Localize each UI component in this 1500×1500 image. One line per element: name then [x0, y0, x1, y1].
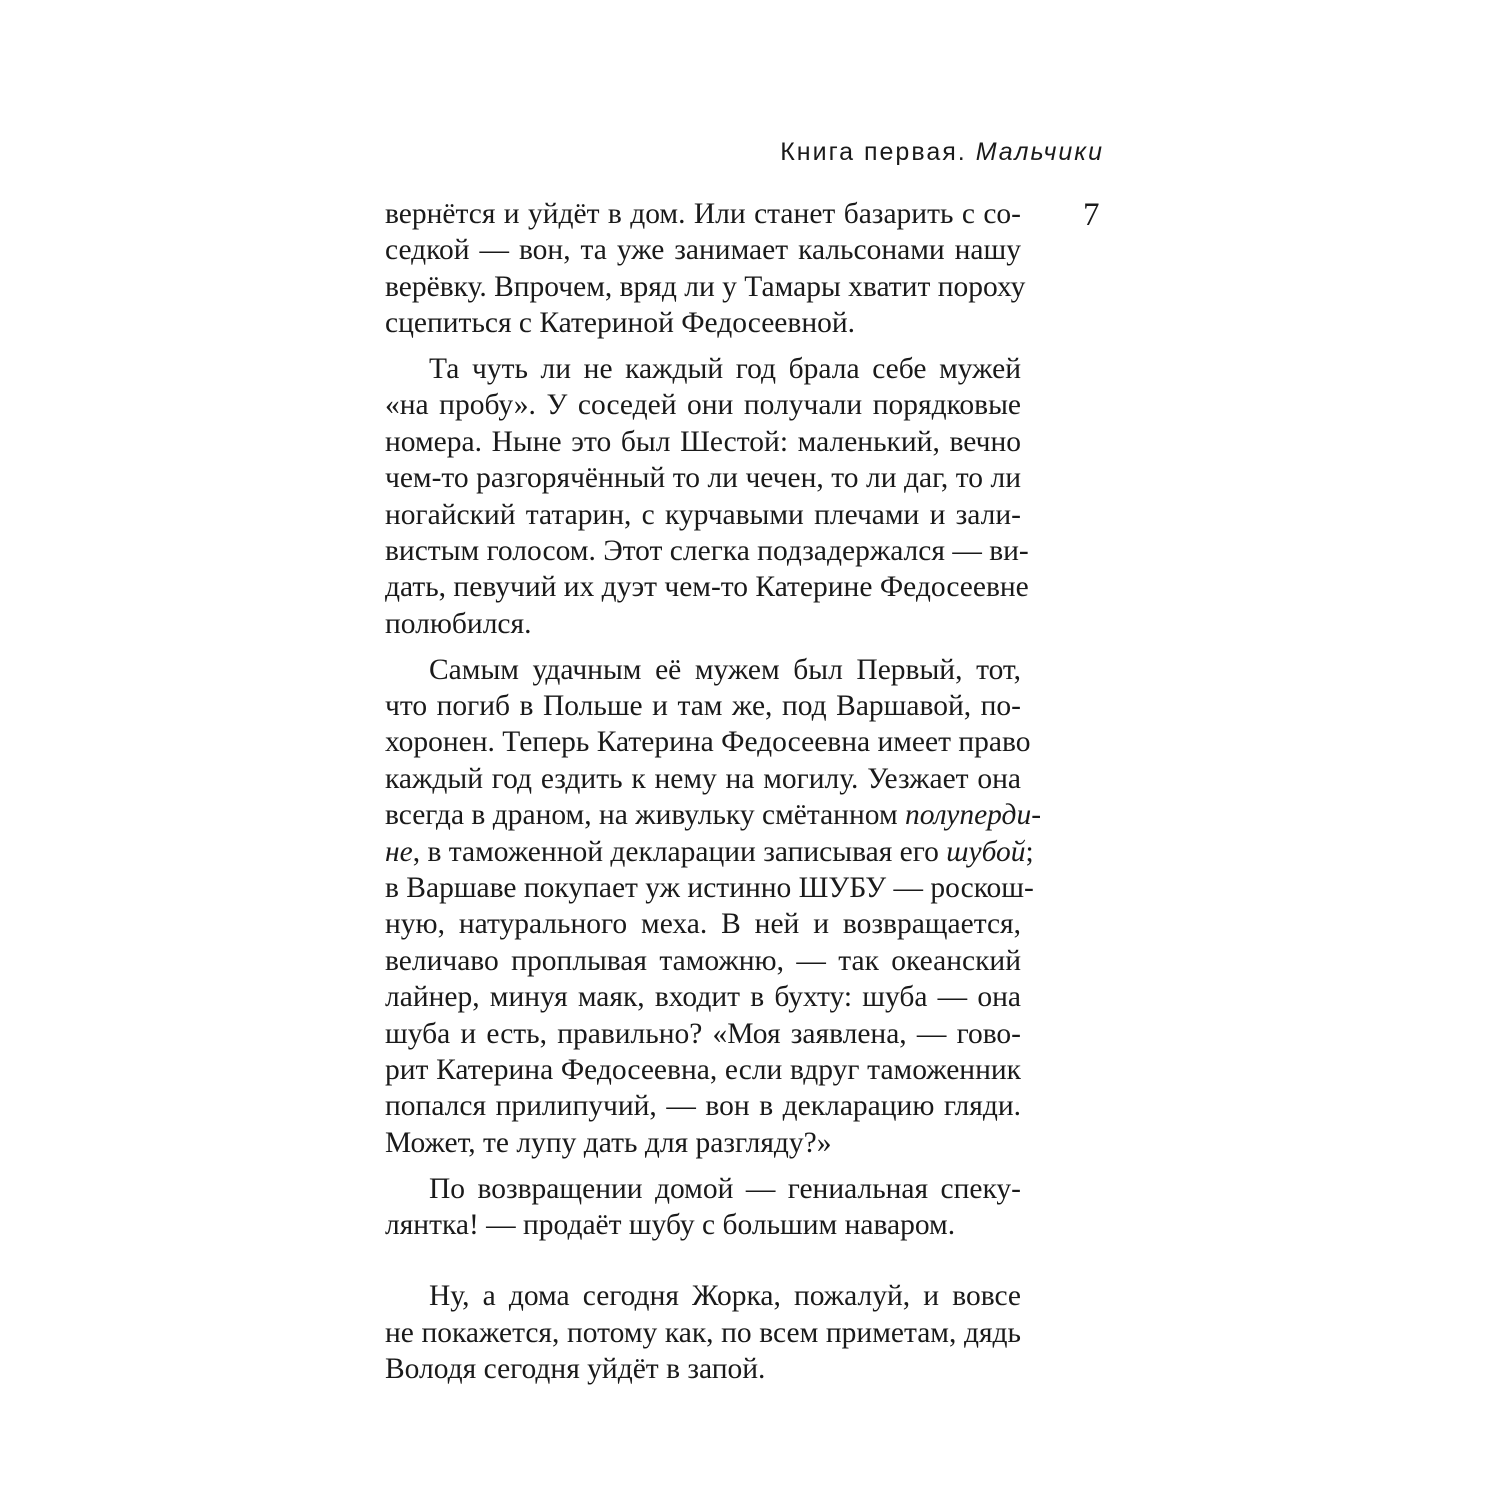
text-line: Володя сегодня уйдёт в запой.: [385, 1353, 766, 1386]
paragraph-1: [385, 196, 1026, 342]
italic-word: шубой: [946, 835, 1026, 868]
paragraph-4: [385, 1171, 1021, 1244]
text-line: чем-то разгорячённый то ли чечен, то ли даг, то ли: [385, 462, 1021, 495]
text-run: всегда в драном, на живульку смётанном: [385, 799, 905, 832]
text-line: полюбился.: [385, 607, 532, 640]
text-line: Самым удачным её мужем был Первый, тот,: [429, 653, 1021, 686]
text-line: вернётся и уйдёт в дом. Или станет базарить с со-: [385, 198, 1021, 230]
page-number: 7: [1083, 197, 1100, 233]
text-line: попался прилипучий, — вон в декларацию гляди.: [385, 1090, 1021, 1123]
text-line: хоронен. Теперь Катерина Федосеевна имеет право: [385, 726, 1031, 759]
text-line: вистым голосом. Этот слегка подзадержался — ви-: [385, 535, 1029, 568]
text-line: лянтка! — продаёт шубу с большим наваром.: [385, 1209, 956, 1242]
text-line: «на пробу». У соседей они получали порядковые: [385, 389, 1021, 422]
text-line: седкой — вон, та уже занимает кальсонами нашу: [385, 234, 1021, 267]
text-line: величаво проплывая таможню, — так океанский: [385, 944, 1021, 977]
text-line: каждый год ездить к нему на могилу. Уезжает она: [385, 762, 1021, 795]
italic-word: полуперди-: [904, 799, 1042, 832]
text-line: ную, натурального меха. В ней и возвращается,: [385, 908, 1021, 941]
part-title: Мальчики: [975, 138, 1104, 166]
text-line: верёвку. Впрочем, вряд ли у Тамары хватит пороху: [385, 270, 1026, 303]
book-label: Книга первая.: [780, 138, 967, 166]
paragraph-3: [385, 652, 1042, 1161]
text-line: дать, певучий их дуэт чем-то Катерине Федосеевне: [385, 571, 1029, 604]
text-run: , в таможенной декларации записывая его: [412, 835, 947, 868]
paragraph-5: [385, 1278, 1021, 1387]
text-line: сцепиться с Катериной Федосеевной.: [385, 307, 856, 340]
text-line: Может, те лупу дать для разгляду?»: [385, 1126, 832, 1159]
text-line: лайнер, минуя маяк, входит в бухту: шуба — она: [385, 981, 1021, 1014]
text-line: в Варшаве покупает уж истинно ШУБУ — роскош-: [385, 872, 1034, 905]
text-line: номера. Ныне это был Шестой: маленький, вечно: [385, 425, 1021, 458]
paragraph-2: [385, 351, 1029, 642]
text-line: шуба и есть, правильно? «Моя заявлена, — гово-: [385, 1017, 1021, 1050]
running-head: [780, 138, 1104, 167]
text-line: [385, 834, 1034, 870]
body-text: [385, 196, 1042, 1388]
text-line: [385, 797, 1042, 833]
italic-word: не: [385, 835, 413, 868]
text-line: ногайский татарин, с курчавыми плечами и зали-: [385, 498, 1021, 531]
text-line: Ну, а дома сегодня Жорка, пожалуй, и вовсе: [429, 1280, 1021, 1313]
text-line: Та чуть ли не каждый год брала себе мужей: [429, 353, 1021, 386]
text-line: не покажется, потому как, по всем приметам, дядь: [385, 1316, 1021, 1349]
text-run: ;: [1025, 835, 1034, 868]
text-line: рит Катерина Федосеевна, если вдруг таможенник: [385, 1053, 1021, 1086]
text-line: что погиб в Польше и там же, под Варшавой, по-: [385, 690, 1021, 723]
text-line: По возвращении домой — гениальная спеку-: [429, 1172, 1021, 1205]
